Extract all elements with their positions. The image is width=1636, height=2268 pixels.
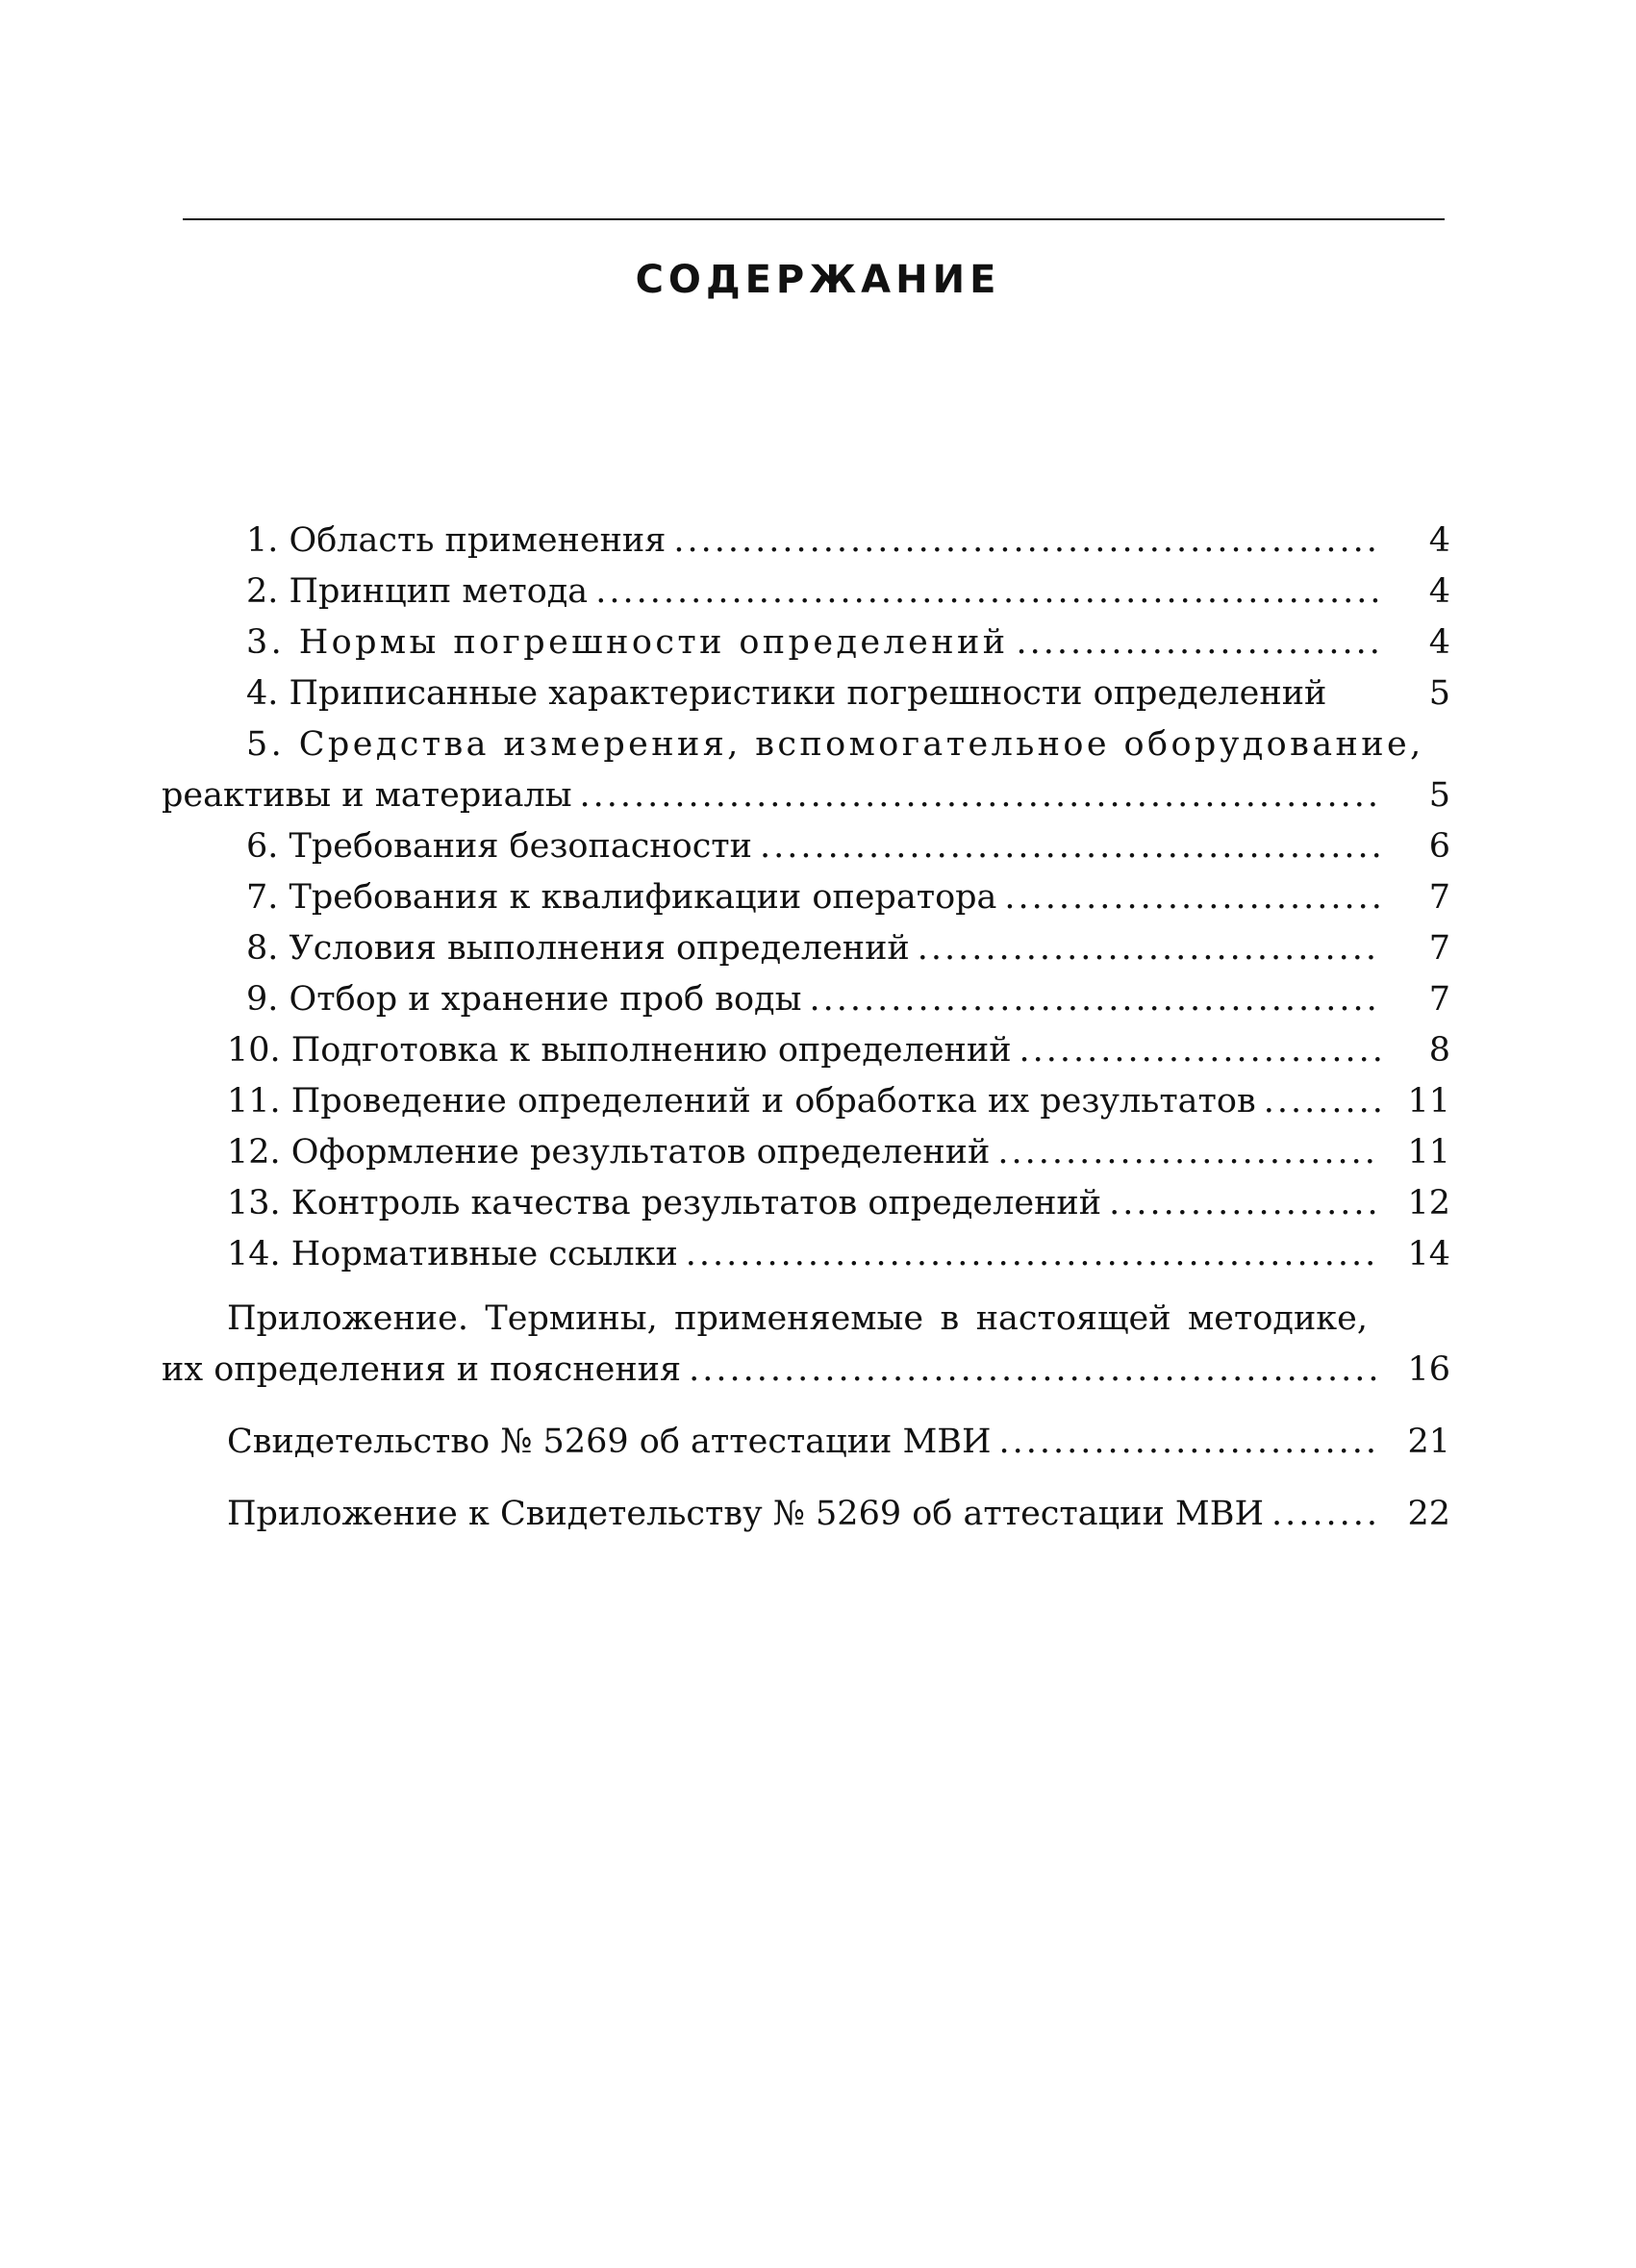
toc-entry-label: 2. Принцип метода [246,572,589,611]
toc-entry-12[interactable] [162,1127,1450,1178]
toc-entry-6[interactable] [162,821,1450,872]
toc-entry-page: 7 [1428,980,1450,1019]
toc-entry-label: 13. Контроль качества результатов определений [227,1184,1102,1222]
dot-leader [918,923,1381,974]
toc-entry-page: 12 [1407,1184,1450,1222]
dot-leader [1004,872,1381,923]
toc-entry-label: 14. Нормативные ссылки [227,1235,678,1273]
toc-entry-page: 21 [1407,1423,1450,1461]
toc-entry-page: 11 [1407,1133,1450,1172]
toc-entry-8[interactable] [162,923,1450,974]
dot-leader [686,1229,1381,1280]
toc-entry-first-line: 5. Средства измерения, вспомогательное оборудование, [246,725,1424,764]
dot-leader [997,1127,1381,1178]
toc-entry-7[interactable] [162,872,1450,923]
toc-entry-page: 8 [1428,1031,1450,1070]
toc-entry-page: 7 [1428,929,1450,968]
toc-entry-14[interactable] [162,1229,1450,1280]
toc-entry-label: 1. Область применения [246,521,667,560]
toc-entry-label: 3. Нормы погрешности определений [246,623,1009,662]
toc-entry-page: 7 [1428,878,1450,917]
toc-entry-certificate[interactable] [162,1417,1450,1468]
toc-entry-page: 22 [1407,1495,1450,1533]
table-of-contents [162,516,1450,1540]
toc-entry-3[interactable] [162,617,1450,668]
toc-entry-10[interactable] [162,1025,1450,1076]
dot-leader [580,770,1381,821]
toc-entry-2[interactable] [162,567,1450,617]
toc-entry-first-line: Приложение. Термины, применяемые в настоящей методике, [227,1299,1368,1338]
dot-leader [999,1417,1381,1468]
dot-leader [809,974,1381,1025]
toc-entry-page: 4 [1428,623,1450,662]
toc-entry-label: 8. Условия выполнения определений [246,929,910,968]
dot-leader [673,516,1381,567]
toc-entry-page: 6 [1428,827,1450,866]
toc-entry-label: 12. Оформление результатов определений [227,1133,991,1172]
toc-entry-page: 4 [1428,521,1450,560]
toc-entry-page: 14 [1407,1235,1450,1273]
toc-entry-page: 5 [1428,776,1450,815]
toc-entry-1[interactable] [162,516,1450,567]
toc-entry-4[interactable] [162,668,1450,719]
dot-leader [1264,1076,1381,1127]
toc-entry-5[interactable] [162,719,1450,821]
toc-entry-9[interactable] [162,974,1450,1025]
toc-entry-label: их определения и пояснения [162,1350,682,1389]
dot-leader [1019,1025,1381,1076]
toc-entry-label: 7. Требования к квалификации оператора [246,878,997,917]
toc-entry-page: 5 [1428,674,1450,713]
toc-entry-label: 6. Требования безопасности [246,827,752,866]
top-rule [183,218,1445,220]
dot-leader [1016,617,1381,668]
toc-entry-page: 11 [1407,1082,1450,1121]
toc-entry-13[interactable] [162,1178,1450,1229]
toc-entry-appendix[interactable] [162,1294,1450,1396]
toc-entry-certificate-appendix[interactable] [162,1489,1450,1540]
dot-leader [595,567,1381,617]
toc-entry-label: реактивы и материалы [162,776,572,815]
toc-entry-page: 4 [1428,572,1450,611]
toc-entry-page: 16 [1407,1350,1450,1389]
dot-leader [1271,1489,1381,1540]
toc-entry-label: 4. Приписанные характеристики погрешности определений [246,674,1327,713]
dot-leader [1109,1178,1381,1229]
toc-entry-label: Свидетельство № 5269 об аттестации МВИ [227,1423,992,1461]
toc-entry-11[interactable] [162,1076,1450,1127]
dot-leader [760,821,1381,872]
toc-heading: СОДЕРЖАНИЕ [635,258,1001,302]
toc-entry-label: 9. Отбор и хранение проб воды [246,980,802,1019]
toc-entry-label: 11. Проведение определений и обработка их результатов [227,1082,1256,1121]
toc-entry-label: Приложение к Свидетельству № 5269 об аттестации МВИ [227,1495,1265,1533]
toc-entry-label: 10. Подготовка к выполнению определений [227,1031,1012,1070]
dot-leader [689,1345,1381,1396]
